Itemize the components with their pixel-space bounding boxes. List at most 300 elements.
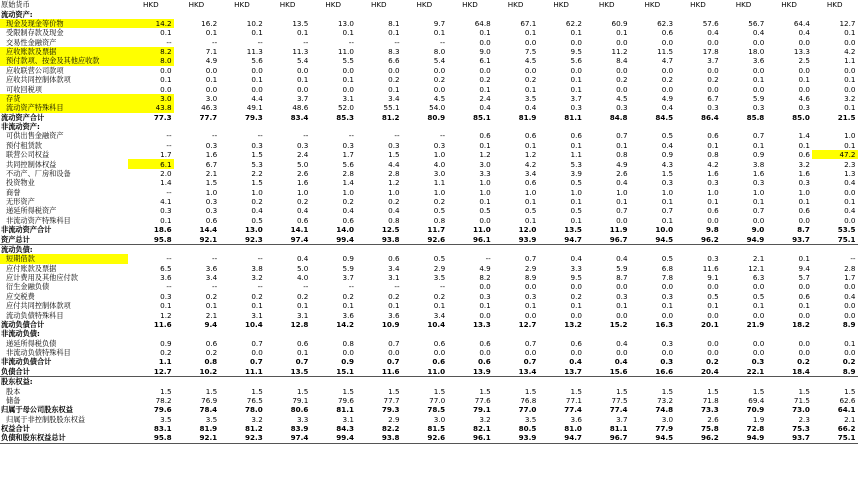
value-cell: 1.5 [433,386,446,396]
value-cell: 0.0 [707,310,719,320]
value-cell: 52.0 [337,103,354,113]
value-cell: 4.4 [388,159,400,169]
value-cell: 0.0 [616,65,628,75]
value-cell: 0.1 [707,140,719,150]
value-cell: 1.7 [160,150,172,160]
row-label: 递延所得税资产 [6,206,57,216]
value-cell: 0.2 [433,197,446,207]
value-cell: 3.0 [433,168,446,178]
value-cell: 8.9 [812,367,858,377]
value-cell: 13.0 [245,225,263,235]
value-cell: 1.5 [798,386,810,396]
value-cell: 1.5 [661,386,674,396]
value-cell [265,377,311,387]
value-cell: 5.5 [342,56,354,66]
value-cell: 0.5 [479,206,491,216]
value-cell: 0.1 [752,197,765,207]
currency-header: HKD [234,0,250,10]
value-cell: 1.5 [205,386,218,396]
value-cell: 0.0 [844,215,856,225]
row-label: 现金及现金等价物 [0,19,128,28]
value-cell: 62.3 [657,18,674,28]
value-cell: 81.2 [381,112,400,122]
value-cell: 95.8 [128,433,174,443]
value-cell: 5.3 [251,159,263,169]
value-cell [538,329,584,338]
value-cell: 0.1 [661,197,674,207]
value-cell: 0.2 [570,291,582,301]
value-cell: 0.1 [479,140,491,150]
value-cell: 11.2 [611,47,628,57]
value-cell: 0.5 [570,206,582,216]
value-cell: 0.5 [251,215,263,225]
value-cell [356,244,402,254]
value-cell: 0.1 [296,301,309,311]
section-row [0,9,858,18]
value-cell: 11.3 [246,47,263,57]
value-cell: 5.6 [251,56,263,66]
value-cell: 0.1 [342,28,354,38]
value-cell: 4.5 [616,93,628,103]
value-cell: 85.0 [792,112,810,122]
value-cell: 9.4 [204,319,218,329]
value-cell: 0.7 [524,254,537,264]
value-cell: 81.1 [564,112,582,122]
value-cell: 2.3 [844,159,856,169]
value-cell: 2.8 [342,168,354,178]
value-cell [721,244,767,254]
value-cell: 9.0 [751,225,765,235]
value-cell: -- [166,187,172,197]
value-cell: 0.0 [707,65,719,75]
value-cell: 0.1 [433,301,446,311]
value-cell: 0.3 [205,206,218,216]
value-cell: 0.0 [433,348,446,358]
value-cell [675,329,721,338]
value-cell: 11.6 [356,367,402,377]
value-cell: 0.0 [160,65,172,75]
value-cell [219,377,265,387]
row-label: 投资物业 [6,178,35,188]
value-cell: 0.0 [616,310,628,320]
value-cell: 1.6 [752,168,765,178]
value-cell [675,122,721,131]
value-cell: 77.6 [474,395,491,405]
value-cell: 0.4 [342,206,354,216]
value-cell: 0.0 [707,348,719,358]
value-cell: 1.5 [524,386,537,396]
value-cell: 85.3 [336,112,354,122]
value-cell: 0.0 [752,215,765,225]
value-cell: 0.7 [295,357,309,367]
value-cell: 77.5 [611,395,628,405]
value-cell: 0.0 [342,84,354,94]
value-cell: 4.2 [844,47,856,57]
value-cell: 0.0 [752,65,765,75]
value-cell: 9.5 [570,273,582,283]
value-cell: 0.0 [798,310,810,320]
row-label: 预付款项、按金及其他应收款 [0,56,128,65]
value-cell [630,9,676,18]
value-cell: 14.0 [336,225,354,235]
value-cell: 18.6 [153,225,172,235]
value-cell: 1.9 [752,414,765,424]
value-cell [721,377,767,387]
value-cell: 75.8 [700,424,719,434]
value-cell [174,122,220,131]
value-cell: 79.1 [473,405,491,415]
value-cell: 85.8 [746,112,765,122]
value-cell: 0.5 [570,178,582,188]
value-cell: 0.1 [844,28,856,38]
value-cell: 0.1 [570,84,582,94]
value-cell: 0.0 [844,187,856,197]
row-label: 不动产、厂房和设备 [6,168,71,178]
value-cell: -- [257,282,263,292]
table-row [0,339,858,348]
value-cell: 3.5 [524,93,537,103]
value-cell: 94.5 [630,433,676,443]
value-cell: 13.4 [493,367,539,377]
row-label: 应付共同控制体款项 [6,301,71,311]
value-cell: 1.5 [616,386,628,396]
value-cell: 0.3 [342,140,354,150]
value-cell: 48.6 [292,103,309,113]
value-cell: 92.3 [219,433,265,443]
table-row [0,103,858,112]
value-cell: 18.4 [766,367,812,377]
value-cell: 0.1 [798,140,810,150]
value-cell: 0.1 [616,197,628,207]
value-cell: 8.9 [842,319,856,329]
value-cell: 3.4 [433,310,446,320]
value-cell: 6.8 [661,263,674,273]
value-cell: 13.5 [292,18,309,28]
value-cell: -- [166,37,172,47]
value-cell: 0.4 [616,338,628,348]
value-cell: 1.0 [388,187,400,197]
value-cell [219,122,265,131]
value-cell: 11.6 [702,263,719,273]
value-cell: 0.1 [479,197,491,207]
value-cell: 1.5 [479,386,491,396]
value-cell: 0.0 [661,37,674,47]
value-cell: 60.9 [611,18,628,28]
value-cell: -- [439,37,446,47]
value-cell [128,9,174,18]
currency-header: HKD [507,0,524,10]
value-cell: 0.1 [570,215,582,225]
value-cell: 1.5 [752,386,765,396]
value-cell: 3.1 [342,414,354,424]
row-label: 应收共同控制体款项 [6,75,71,85]
value-cell: 3.3 [479,168,491,178]
value-cell: 2.5 [798,56,810,66]
value-cell: 0.2 [251,291,263,301]
value-cell: 3.6 [342,310,354,320]
value-cell: 4.7 [661,56,674,66]
table-row [0,206,858,215]
value-cell: 12.1 [748,263,765,273]
value-cell: 11.9 [609,225,628,235]
value-cell: 12.5 [381,225,400,235]
value-cell: 0.9 [160,338,172,348]
value-cell: 0.3 [707,103,719,113]
value-cell: 0.1 [160,28,172,38]
table-row [0,264,858,273]
value-cell: 3.2 [251,273,263,283]
value-cell: 9.1 [707,273,719,283]
value-cell: 5.6 [342,159,354,169]
value-cell: 3.1 [296,310,309,320]
value-cell: 3.2 [251,414,263,424]
value-cell: 55.1 [383,103,400,113]
value-cell: 1.0 [296,187,309,197]
value-cell: 8.2 [479,273,491,283]
row-label: 非流动负债特殊科目 [6,348,71,358]
value-cell: 97.4 [265,433,311,443]
value-cell [356,377,402,387]
value-cell: 0.1 [524,301,537,311]
value-cell: 0.1 [844,75,856,85]
value-cell: 73.0 [792,405,810,415]
value-cell [630,377,676,387]
value-cell: 11.1 [219,367,265,377]
value-cell: 0.5 [433,254,446,264]
value-cell: 3.0 [128,94,174,103]
value-cell: 0.0 [661,310,674,320]
value-cell [675,9,721,18]
value-cell [174,9,220,18]
section-heading: 股东权益: [1,377,33,387]
value-cell [265,244,311,254]
total-row [0,367,858,377]
value-cell: 0.0 [661,84,674,94]
value-cell: 92.3 [219,234,265,244]
value-cell: 0.0 [844,348,856,358]
value-cell: 3.7 [707,56,719,66]
value-cell: 10.4 [245,319,263,329]
value-cell: 11.0 [402,367,448,377]
value-cell: 0.7 [661,206,674,216]
value-cell: 0.1 [752,140,765,150]
value-cell: 0.3 [751,357,765,367]
value-cell [356,122,402,131]
value-cell: 0.6 [479,338,491,348]
value-cell: 0.2 [205,291,218,301]
value-cell: 64.4 [793,18,810,28]
value-cell: 93.9 [493,234,539,244]
value-cell: 93.7 [766,433,812,443]
value-cell: 0.0 [205,65,218,75]
value-cell: 0.4 [388,206,400,216]
value-cell: 77.3 [153,112,172,122]
value-cell: 64.8 [474,18,491,28]
value-cell: 0.1 [296,75,309,85]
value-cell: 0.1 [570,28,582,38]
value-cell [402,9,448,18]
value-cell: 3.1 [251,310,263,320]
value-cell: 11.0 [473,225,491,235]
value-cell: 9.0 [479,47,491,57]
value-cell [812,329,858,338]
value-cell [128,377,174,387]
value-cell: 0.2 [661,75,674,85]
value-cell: 3.0 [433,414,446,424]
value-cell: 0.0 [251,65,263,75]
value-cell: 84.8 [609,112,628,122]
row-label: 负债和股东权益总计 [0,433,128,443]
value-cell: 81.5 [427,424,446,434]
value-cell: 96.1 [447,234,493,244]
value-cell: -- [303,282,309,292]
value-cell [310,122,356,131]
value-cell: 2.1 [752,254,765,264]
value-cell: 81.1 [609,424,628,434]
value-cell [812,122,858,131]
value-cell: 77.0 [518,405,537,415]
value-cell: 4.9 [616,159,628,169]
value-cell: -- [212,37,218,47]
value-cell: 0.1 [616,28,628,38]
value-cell: 1.7 [342,150,354,160]
value-cell: 0.3 [205,197,218,207]
value-cell: 11.6 [153,319,172,329]
value-cell: 8.2 [128,47,174,56]
value-cell: 77.1 [565,395,582,405]
value-cell: 0.0 [752,84,765,94]
value-cell: 0.2 [479,75,491,85]
value-cell [766,377,812,387]
value-cell: 9.4 [798,263,810,273]
value-cell: 94.5 [630,234,676,244]
value-cell: 0.1 [524,28,537,38]
value-cell: 10.2 [174,367,220,377]
table-row [0,66,858,75]
value-cell: 0.3 [661,338,674,348]
value-cell: 13.9 [447,367,493,377]
value-cell: 4.1 [160,197,172,207]
value-cell: 22.1 [721,367,767,377]
value-cell: 3.2 [798,159,810,169]
value-cell: 1.5 [661,168,674,178]
value-cell: 6.1 [479,56,491,66]
value-cell: 5.9 [752,93,765,103]
row-label: 流动资产合计 [1,112,45,122]
value-cell: 83.1 [153,424,172,434]
value-cell: 14.1 [290,225,309,235]
value-cell: 78.4 [199,405,218,415]
value-cell: 0.3 [660,357,674,367]
value-cell: 0.0 [388,348,400,358]
value-cell: 1.0 [342,187,354,197]
value-cell: 1.1 [844,56,856,66]
value-cell: 0.1 [798,197,810,207]
value-cell: 1.5 [251,386,263,396]
value-cell [630,244,676,254]
table-row [0,75,858,84]
value-cell: 0.2 [388,197,400,207]
value-cell: 0.0 [844,310,856,320]
value-cell: 79.3 [381,405,400,415]
value-cell: 6.7 [707,93,719,103]
value-cell: 9.5 [570,47,582,57]
value-cell: 0.0 [752,310,765,320]
value-cell [493,329,539,338]
value-cell: 0.4 [661,140,674,150]
row-label: 流动负债特殊科目 [6,310,64,320]
value-cell: 0.9 [342,254,354,264]
value-cell: 0.4 [296,254,309,264]
value-cell: 0.0 [798,338,810,348]
value-cell: 0.8 [342,338,354,348]
value-cell [584,377,630,387]
value-cell: 3.1 [342,93,354,103]
value-cell: 0.2 [296,291,309,301]
value-cell: 96.7 [584,433,630,443]
value-cell: 94.9 [721,234,767,244]
value-cell [447,329,493,338]
value-cell: 0.3 [388,140,400,150]
value-cell: 11.7 [427,225,446,235]
value-cell: 1.2 [479,150,491,160]
value-cell: 75.1 [812,433,858,443]
value-cell: 81.2 [245,424,263,434]
value-cell: 0.1 [707,301,719,311]
value-cell: 0.0 [844,65,856,75]
value-cell: 79.1 [292,395,309,405]
value-cell: -- [212,131,218,141]
value-cell: 0.0 [798,215,810,225]
value-cell: 5.4 [433,56,446,66]
value-cell: 0.6 [205,338,218,348]
value-cell: 1.5 [251,150,263,160]
value-cell: 0.1 [707,197,719,207]
value-cell: 0.8 [388,215,400,225]
value-cell: 71.8 [702,395,719,405]
value-cell: 5.6 [570,56,582,66]
value-cell: 0.0 [570,348,582,358]
value-cell [766,9,812,18]
value-cell: 2.1 [844,414,856,424]
value-cell: 4.5 [524,56,537,66]
value-cell [310,329,356,338]
value-cell: 0.2 [342,197,354,207]
value-cell: 0.3 [661,291,674,301]
row-label: 递延所得税负债 [6,338,57,348]
row-label: 衍生金融负债 [6,282,50,292]
value-cell: 1.2 [160,310,172,320]
value-cell: 0.3 [433,140,446,150]
value-cell: 0.7 [752,131,765,141]
value-cell: 0.0 [160,84,172,94]
value-cell: 77.0 [429,395,446,405]
value-cell: 2.2 [251,168,263,178]
value-cell: 0.8 [707,150,719,160]
value-cell: 0.1 [570,75,582,85]
value-cell: 64.1 [837,405,856,415]
value-cell: 4.9 [661,93,674,103]
value-cell [812,9,858,18]
row-label: 共同控制体权益 [6,159,57,169]
value-cell: 0.3 [570,103,582,113]
value-cell: 82.2 [381,424,400,434]
value-cell: -- [348,282,354,292]
row-label: 联营公司权益 [6,150,50,160]
value-cell: 0.1 [844,197,856,207]
value-cell: 86.4 [700,112,719,122]
row-label: 流动负债合计 [1,319,45,329]
